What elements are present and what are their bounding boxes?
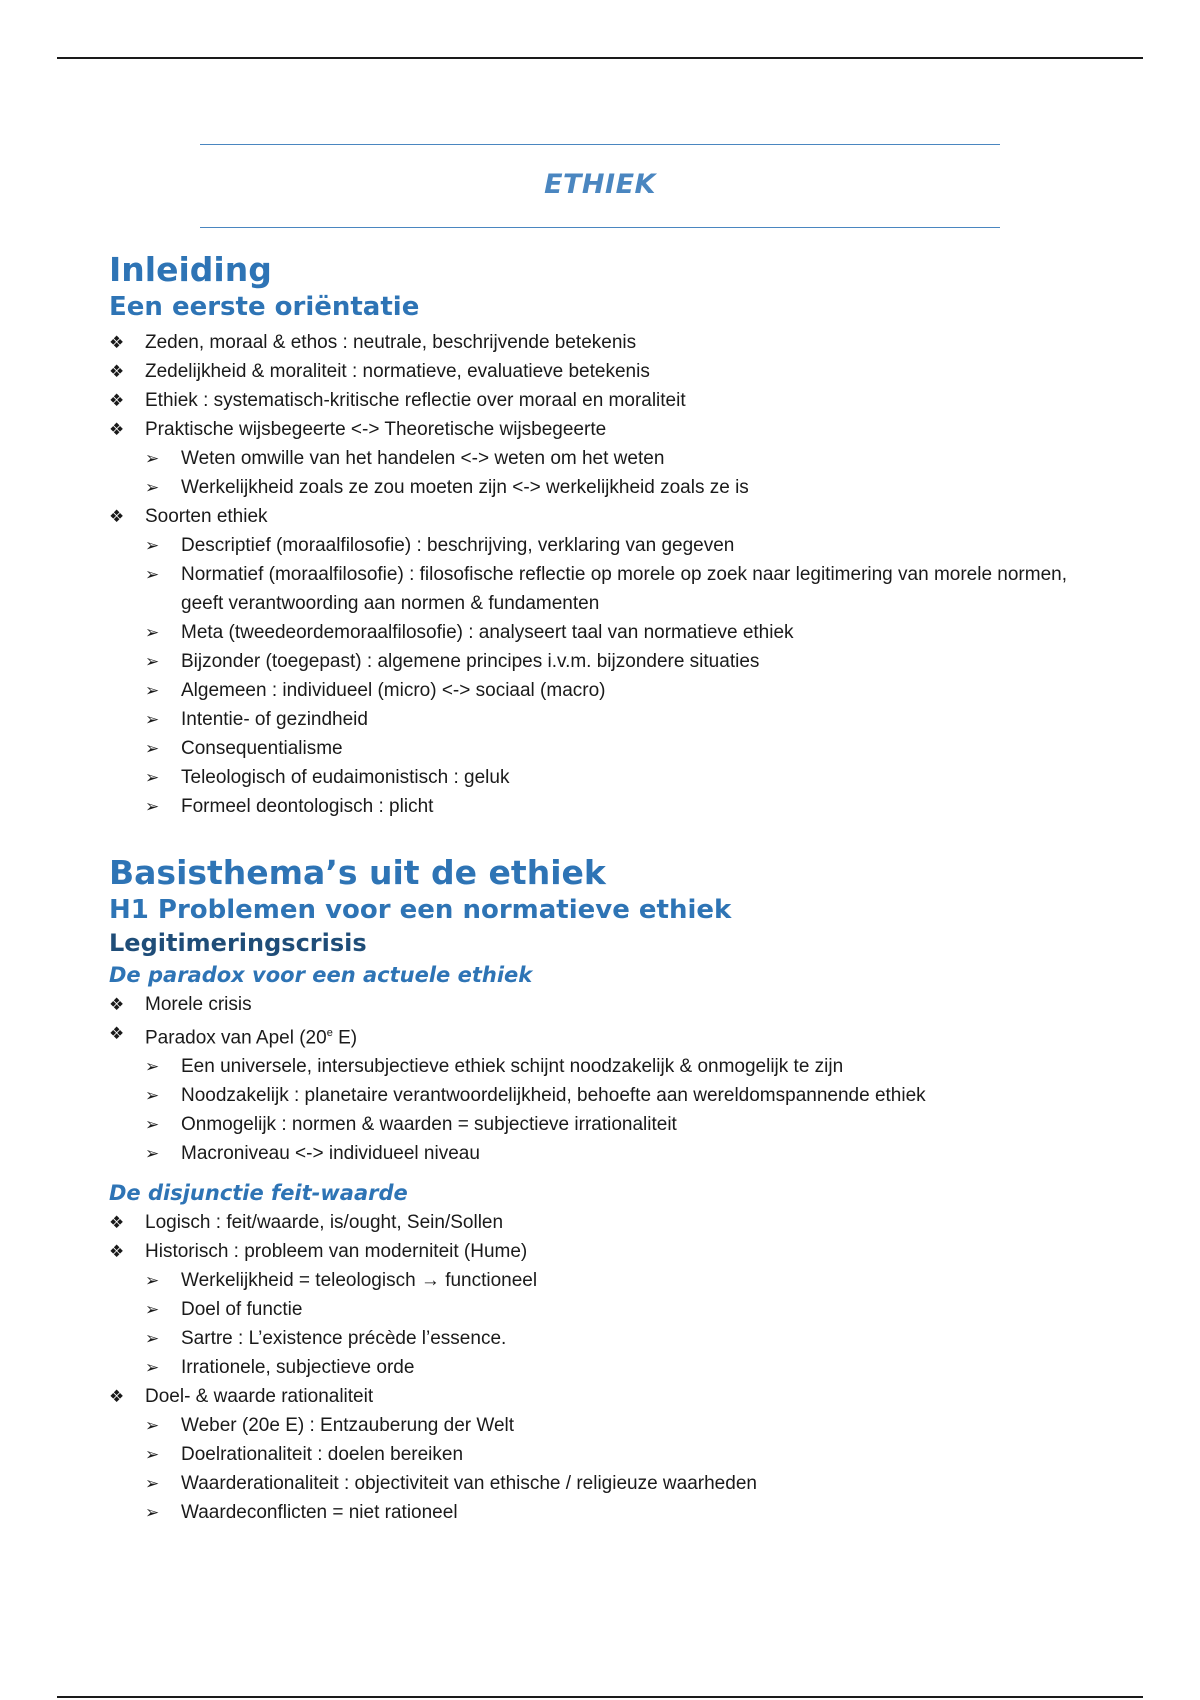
sub-bullet-text: Algemeen : individueel (micro) <-> sociaal (macro) <box>181 680 606 701</box>
bullet-item <box>109 1237 1109 1382</box>
arrow-bullet-icon: ➢ <box>145 478 160 497</box>
bullet-item <box>109 990 1109 1019</box>
diamond-bullet-icon: ❖ <box>109 1024 125 1043</box>
heading-basisthemas: Basisthema’s uit de ethiek <box>109 853 606 892</box>
arrow-bullet-icon: ➢ <box>145 1086 160 1106</box>
sub-bullet-item <box>145 647 1109 676</box>
diamond-bullet-icon: ❖ <box>109 391 125 410</box>
heading-disjunctie: De disjunctie feit-waarde <box>109 1181 408 1206</box>
diamond-bullet-icon: ❖ <box>109 420 125 439</box>
sub-bullet-text: Intentie- of gezindheid <box>181 709 368 730</box>
arrow-bullet-icon: ➢ <box>145 449 160 468</box>
heading-h1-problemen: H1 Problemen voor een normatieve ethiek <box>109 895 732 925</box>
sub-list <box>145 1266 1109 1382</box>
sub-bullet-item <box>145 1469 1109 1498</box>
arrow-bullet-icon: ➢ <box>145 1416 160 1436</box>
sub-bullet-item <box>145 1324 1109 1353</box>
arrow-bullet-icon: ➢ <box>145 536 160 555</box>
bullet-text: Historisch : probleem van moderniteit (Hume) <box>145 1241 528 1263</box>
sub-bullet-text: Formeel deontologisch : plicht <box>181 796 434 817</box>
sub-bullet-text: Werkelijkheid zoals ze zou moeten zijn <-> werkelijkheid zoals ze is <box>181 477 749 498</box>
title-box <box>200 144 1000 228</box>
arrow-bullet-icon: ➢ <box>145 1474 160 1494</box>
arrow-bullet-icon: ➢ <box>145 1115 160 1135</box>
bullet-text: Ethiek : systematisch-kritische reflectie over moraal en moraliteit <box>145 390 686 411</box>
bullet-item <box>109 1019 1109 1168</box>
sub-bullet-item <box>145 1266 1109 1295</box>
sub-bullet-item <box>145 1411 1109 1440</box>
arrow-bullet-icon: ➢ <box>145 1358 160 1378</box>
sub-bullet-text: Macroniveau <-> individueel niveau <box>181 1143 480 1165</box>
sub-bullet-text: Normatief (moraalfilosofie) : filosofische reflectie op morele op zoek naar legitimering van morele normen, geeft verantwoording aan normen & fundamenten <box>181 564 1067 614</box>
arrow-bullet-icon: ➢ <box>145 1503 160 1523</box>
sub-list <box>145 1411 1109 1527</box>
sub-bullet-text: Doelrationaliteit : doelen bereiken <box>181 1444 464 1466</box>
sub-list <box>145 444 1109 502</box>
bullet-text: Praktische wijsbegeerte <-> Theoretische wijsbegeerte <box>145 419 607 440</box>
sub-bullet-item <box>145 1295 1109 1324</box>
arrow-bullet-icon: ➢ <box>145 1300 160 1320</box>
sub-bullet-text: Noodzakelijk : planetaire verantwoordelijkheid, behoefte aan wereldomspannende ethiek <box>181 1085 926 1107</box>
sub-bullet-text: Descriptief (moraalfilosofie) : beschrijving, verklaring van gegeven <box>181 535 735 556</box>
sub-bullet-item <box>145 473 1109 502</box>
sub-bullet-text: Irrationele, subjectieve orde <box>181 1357 415 1379</box>
sub-bullet-text: Onmogelijk : normen & waarden = subjectieve irrationaliteit <box>181 1114 677 1136</box>
bullet-text: Zeden, moraal & ethos : neutrale, beschrijvende betekenis <box>145 332 637 353</box>
bullet-item <box>109 386 1109 415</box>
sub-bullet-item <box>145 1110 1109 1139</box>
list-disjunctie <box>109 1208 1109 1527</box>
heading-legitimeringscrisis: Legitimeringscrisis <box>109 929 367 957</box>
sub-bullet-item <box>145 1052 1109 1081</box>
diamond-bullet-icon: ❖ <box>109 1242 125 1262</box>
sub-bullet-item <box>145 1353 1109 1382</box>
sub-bullet-item <box>145 444 1109 473</box>
bullet-text: Doel- & waarde rationaliteit <box>145 1386 374 1408</box>
sub-bullet-text: Bijzonder (toegepast) : algemene principes i.v.m. bijzondere situaties <box>181 651 760 672</box>
arrow-bullet-icon: ➢ <box>145 797 160 816</box>
bullet-item <box>109 415 1109 502</box>
sub-bullet-text: Doel of functie <box>181 1299 303 1321</box>
bullet-item <box>109 357 1109 386</box>
bullet-item <box>109 328 1109 357</box>
sub-bullet-text: Waardeconflicten = niet rationeel <box>181 1502 458 1524</box>
diamond-bullet-icon: ❖ <box>109 362 125 381</box>
diamond-bullet-icon: ❖ <box>109 1213 125 1233</box>
sub-bullet-item <box>145 676 1109 705</box>
arrow-bullet-icon: ➢ <box>145 1445 160 1465</box>
arrow-bullet-icon: ➢ <box>145 652 160 671</box>
arrow-bullet-icon: ➢ <box>145 1329 160 1349</box>
arrow-bullet-icon: ➢ <box>145 681 160 700</box>
document-title: ETHIEK <box>544 169 656 200</box>
document-body <box>109 250 1109 1527</box>
superscript: e <box>326 1027 333 1039</box>
sub-bullet-item <box>145 618 1109 647</box>
footer-rule <box>57 1696 1143 1698</box>
arrow-bullet-icon: ➢ <box>145 739 160 758</box>
sub-bullet-item <box>145 792 1109 821</box>
sub-bullet-text: Een universele, intersubjectieve ethiek schijnt noodzakelijk & onmogelijk te zijn <box>181 1056 844 1078</box>
diamond-bullet-icon: ❖ <box>109 995 125 1014</box>
sub-bullet-item <box>145 734 1109 763</box>
arrow-bullet-icon: ➢ <box>145 768 160 787</box>
list-orientatie <box>109 328 1109 821</box>
sub-bullet-text: Consequentialisme <box>181 738 343 759</box>
sub-bullet-item <box>145 1440 1109 1469</box>
bullet-text: Soorten ethiek <box>145 506 268 527</box>
sub-bullet-item <box>145 763 1109 792</box>
bullet-text: Morele crisis <box>145 994 252 1015</box>
arrow-bullet-icon: ➢ <box>145 710 160 729</box>
heading-paradox: De paradox voor een actuele ethiek <box>109 963 533 987</box>
sub-list <box>145 531 1109 821</box>
sub-bullet-text: Weber (20e E) : Entzauberung der Welt <box>181 1415 515 1437</box>
sub-bullet-item <box>145 1081 1109 1110</box>
diamond-bullet-icon: ❖ <box>109 333 125 352</box>
sub-bullet-item <box>145 560 1109 618</box>
arrow-bullet-icon: ➢ <box>145 623 160 642</box>
diamond-bullet-icon: ❖ <box>109 1387 125 1407</box>
list-paradox <box>109 990 1109 1168</box>
heading-eerste-orientatie: Een eerste oriëntatie <box>109 292 420 322</box>
arrow-bullet-icon: ➢ <box>145 1144 160 1164</box>
sub-bullet-text: Werkelijkheid = teleologisch → functioneel <box>181 1270 538 1292</box>
arrow-bullet-icon: ➢ <box>145 1057 160 1077</box>
diamond-bullet-icon: ❖ <box>109 507 125 526</box>
bullet-text: Logisch : feit/waarde, is/ought, Sein/Sollen <box>145 1212 504 1234</box>
sub-list <box>145 1052 1109 1168</box>
bullet-text: Zedelijkheid & moraliteit : normatieve, evaluatieve betekenis <box>145 361 650 382</box>
bullet-text-tail: E) <box>332 1027 358 1049</box>
sub-bullet-text: Sartre : L’existence précède l’essence. <box>181 1328 507 1350</box>
header-rule <box>57 57 1143 59</box>
arrow-bullet-icon: ➢ <box>145 1271 160 1291</box>
sub-bullet-text: Teleologisch of eudaimonistisch : geluk <box>181 767 510 788</box>
arrow-bullet-icon: ➢ <box>145 565 160 584</box>
sub-bullet-item <box>145 531 1109 560</box>
bullet-text: Paradox van Apel (20 <box>145 1027 327 1049</box>
bullet-item <box>109 1382 1109 1527</box>
sub-bullet-item <box>145 1139 1109 1168</box>
heading-inleiding: Inleiding <box>109 250 272 289</box>
sub-bullet-text: Waarderationaliteit : objectiviteit van ethische / religieuze waarheden <box>181 1473 757 1495</box>
sub-bullet-text: Weten omwille van het handelen <-> weten om het weten <box>181 448 665 469</box>
sub-bullet-item <box>145 1498 1109 1527</box>
bullet-item <box>109 1208 1109 1237</box>
bullet-item <box>109 502 1109 821</box>
sub-bullet-item <box>145 705 1109 734</box>
sub-bullet-text: Meta (tweedeordemoraalfilosofie) : analyseert taal van normatieve ethiek <box>181 622 794 643</box>
